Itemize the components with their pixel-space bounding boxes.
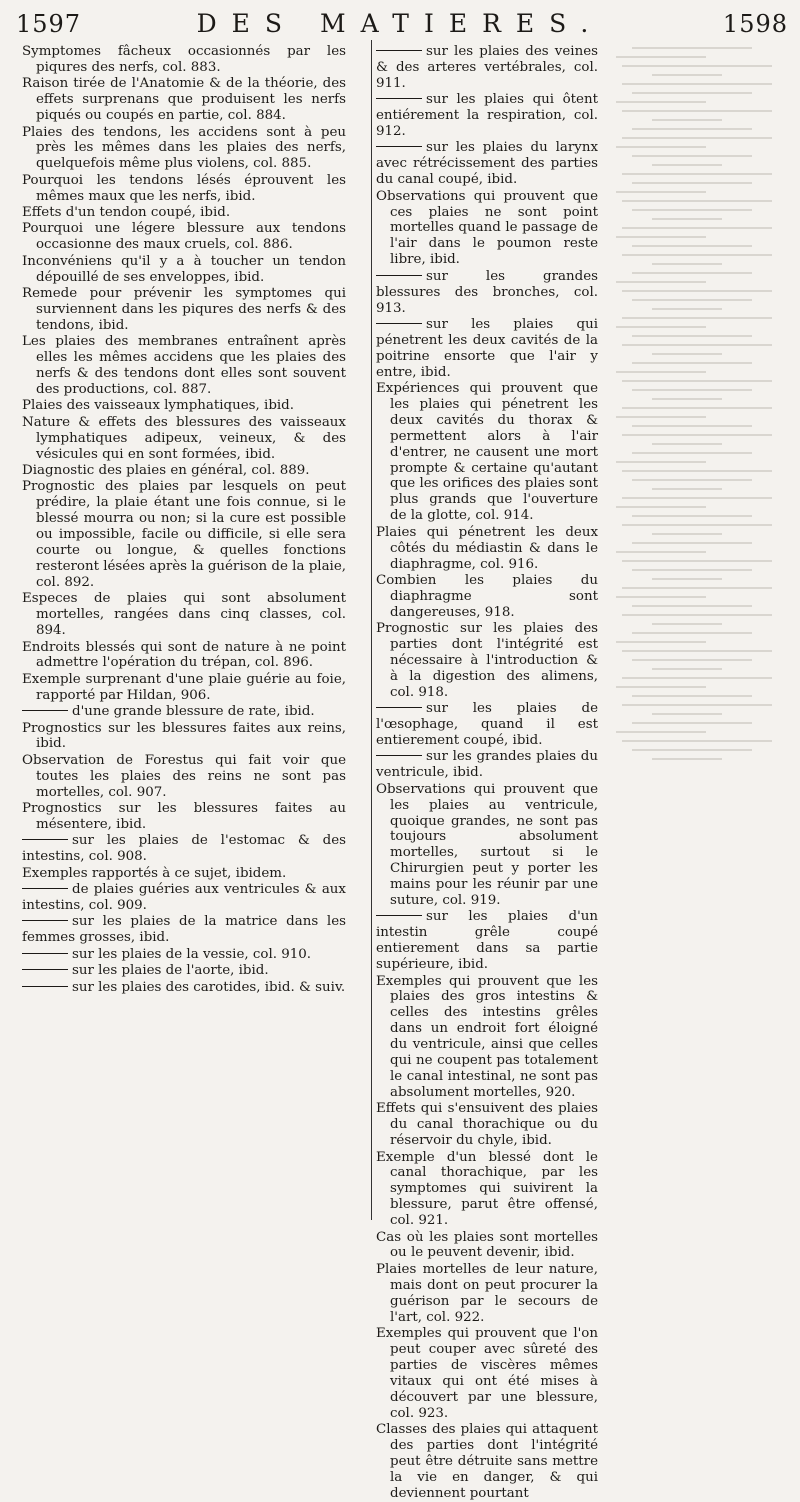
index-subentry: [376, 44, 598, 92]
subentry-text: sur les plaies des veines & des arteres vertébrales, col. 911.: [376, 44, 598, 91]
index-subentry: [22, 963, 346, 979]
ditto-dash: [22, 953, 68, 954]
index-entry: Prognostic sur les plaies des parties dont l'intégrité est nécessaire à l'introduction & à la digestion des alimens, col. 918.: [376, 621, 598, 700]
index-entry: Especes de plaies qui sont absolument mortelles, rangées dans cinq classes, col. 894.: [22, 591, 346, 639]
index-entry: Exemple d'un blessé dont le canal thorachique, par les symptomes qui suivirent la blessure, parut être offensé, col. 921.: [376, 1149, 598, 1229]
index-entry: Exemples qui prouvent que les plaies des gros intestins & celles des intestins grêles dans un endroit fort éloigné du ventricule, ainsi que celles qui ne coupent pas totalement le canal intestinal, ne sont pas absolument mortelles, 920.: [376, 973, 598, 1100]
index-entry: Plaies qui pénetrent les deux côtés du médiastin & dans le diaphragme, col. 916.: [376, 524, 598, 572]
running-title: DES MATIERES.: [196, 9, 604, 38]
subentry-text: sur les plaies de l'œsophage, quand il est entierement coupé, ibid.: [376, 701, 598, 748]
index-entry: Endroits blessés qui sont de nature à ne point admettre l'opération du trépan, col. 896.: [22, 639, 346, 671]
index-subentry: [22, 704, 346, 720]
index-entry: Nature & effets des blessures des vaisseaux lymphatiques adipeux, veineux, & des vésicules qui en sont formées, ibid.: [22, 414, 346, 462]
index-entry: Prognostics sur les blessures faites aux reins, ibid.: [22, 720, 346, 752]
index-subentry: [22, 947, 346, 963]
index-entry: Expériences qui prouvent que les plaies qui pénetrent les deux cavités du thorax & permettent alors à l'air d'entrer, ne causent une mort prompte & certaine qu'autant que les orifices des plaies sont plus grands que l'ouverture de la glotte, col. 914.: [376, 381, 598, 524]
index-entry: Combien les plaies du diaphragme sont dangereuses, 918.: [376, 572, 598, 620]
index-entry: Exemple surprenant d'une plaie guérie au foie, rapporté par Hildan, 906.: [22, 671, 346, 703]
subentry-text: sur les plaies qui pénetrent les deux cavités de la poitrine ensorte que l'air y entre, ibid.: [376, 316, 598, 380]
subentry-text: sur les grandes blessures des bronches, col. 913.: [376, 268, 598, 316]
index-subentry: [376, 140, 598, 188]
subentry-text: sur les plaies de l'aorte, ibid.: [72, 963, 269, 979]
show-through-facing-page: [612, 40, 798, 1220]
index-entry: Plaies des vaisseaux lymphatiques, ibid.: [22, 398, 295, 414]
ditto-dash: [22, 920, 68, 921]
index-entry: Pourquoi une légere blessure aux tendons occasionne des maux cruels, col. 886.: [22, 221, 346, 253]
subentry-text: sur les plaies des carotides, ibid. & suiv.: [72, 979, 346, 995]
ditto-dash: [22, 710, 68, 711]
ditto-dash: [376, 323, 422, 324]
ditto-dash: [22, 839, 68, 840]
index-entry: Effets d'un tendon coupé, ibid.: [22, 205, 231, 221]
index-subentry: [376, 317, 598, 381]
left-column-number: 1597: [16, 10, 82, 38]
index-subentry: [22, 882, 346, 914]
index-entry: Inconvéniens qu'il y a à toucher un tendon dépouillé de ses enveloppes, ibid.: [22, 253, 346, 285]
index-entry: Plaies mortelles de leur nature, mais dont on peut procurer la guérison par le secours de l'art, col. 922.: [376, 1261, 598, 1325]
index-subentry: [376, 749, 598, 781]
ditto-dash: [376, 915, 422, 916]
index-entry: Raison tirée de l'Anatomie & de la théorie, des effets surprenans que produisent les nerfs piqués ou coupés en partie, col. 884.: [22, 76, 346, 124]
index-entry: Effets qui s'ensuivent des plaies du canal thorachique ou du réservoir du chyle, ibid.: [376, 1101, 598, 1149]
index-entry: Observation de Forestus qui fait voir que toutes les plaies des reins ne sont pas mortelles, col. 907.: [22, 752, 346, 800]
index-entry: Symptomes fâcheux occasionnés par les piqures des nerfs, col. 883.: [22, 44, 346, 75]
index-entry: Cas où les plaies sont mortelles ou le peuvent devenir, ibid.: [376, 1229, 598, 1261]
subentry-text: d'une grande blessure de rate, ibid.: [72, 704, 315, 720]
column-divider: [371, 40, 372, 1220]
index-subentry: [22, 980, 346, 996]
ditto-dash: [376, 275, 422, 276]
left-index-column: [22, 44, 346, 996]
subentry-text: sur les grandes plaies du ventricule, ibid.: [376, 749, 598, 781]
index-subentry: [22, 914, 346, 946]
ditto-dash: [22, 888, 68, 889]
ditto-dash: [376, 50, 422, 51]
index-subentry: [376, 701, 598, 749]
index-subentry: [22, 833, 346, 865]
subentry-text: sur les plaies du larynx avec rétrécissement des parties du canal coupé, ibid.: [376, 140, 598, 188]
index-entry: Remede pour prévenir les symptomes qui surviennent dans les piqures des nerfs & des tendons, ibid.: [22, 286, 346, 333]
ditto-dash: [376, 146, 422, 147]
ditto-dash: [22, 986, 68, 987]
index-subentry: [376, 909, 598, 973]
index-subentry: [376, 269, 598, 317]
subentry-text: sur les plaies qui ôtent entiérement la respiration, col. 912.: [376, 92, 598, 140]
ditto-dash: [376, 707, 422, 708]
index-entry: Exemples qui prouvent que l'on peut couper avec sûreté des parties de viscères mêmes vitaux qui ont été mises à découvert par une blessure, col. 923.: [376, 1326, 598, 1421]
index-entry: Pourquoi les tendons lésés éprouvent les mêmes maux que les nerfs, ibid.: [22, 172, 346, 204]
ditto-dash: [22, 969, 68, 970]
index-entry: Observations qui prouvent que ces plaies ne sont point mortelles quand le passage de l'air dans le poumon reste libre, ibid.: [376, 188, 598, 268]
index-entry: Diagnostic des plaies en général, col. 889.: [22, 463, 310, 479]
ditto-dash: [376, 755, 422, 756]
index-entry: Les plaies des membranes entraînent après elles les mêmes accidens que les plaies des nerfs & des tendons dont elles sont souvent des productions, col. 887.: [22, 334, 346, 398]
index-entry: Classes des plaies qui attaquent des parties dont l'intégrité peut être détruite sans mettre la vie en danger, & qui deviennent pourtant: [376, 1421, 598, 1501]
subentry-text: sur les plaies de l'estomac & des intestins, col. 908.: [22, 833, 346, 865]
subentry-text: sur les plaies de la vessie, col. 910.: [72, 946, 312, 962]
index-entry: Prognostics sur les blessures faites au mésentere, ibid.: [22, 801, 346, 832]
subentry-text: de plaies guéries aux ventricules & aux intestins, col. 909.: [22, 882, 346, 914]
ditto-dash: [376, 98, 422, 99]
index-entry: Exemples rapportés à ce sujet, ibidem.: [22, 865, 287, 881]
subentry-text: sur les plaies d'un intestin grêle coupé entierement dans sa partie supérieure, ibid.: [376, 909, 598, 973]
right-index-column: [376, 44, 598, 1502]
index-entry: Observations qui prouvent que les plaies au ventricule, quoique grandes, ne sont pas toujours absolument mortelles, surtout si le Chirurgien peut y porter les mains pour les réunir par une suture, col. 919.: [376, 781, 598, 909]
right-column-number: 1598: [722, 10, 788, 38]
index-entry: Prognostic des plaies par lesquels on peut prédire, la plaie étant une fois connue, si le blessé mourra ou non; si la cure est possible ou impossible, facile ou difficile, si elle sera courte ou longue, & quelles fonctions resteront lésées après la guérison de la plaie, col. 892.: [22, 479, 347, 590]
subentry-text: sur les plaies de la matrice dans les femmes grosses, ibid.: [22, 914, 346, 946]
index-entry: Plaies des tendons, les accidens sont à peu près les mêmes dans les plaies des nerfs, quelquefois même plus violens, col. 885.: [22, 124, 346, 172]
index-subentry: [376, 92, 598, 140]
